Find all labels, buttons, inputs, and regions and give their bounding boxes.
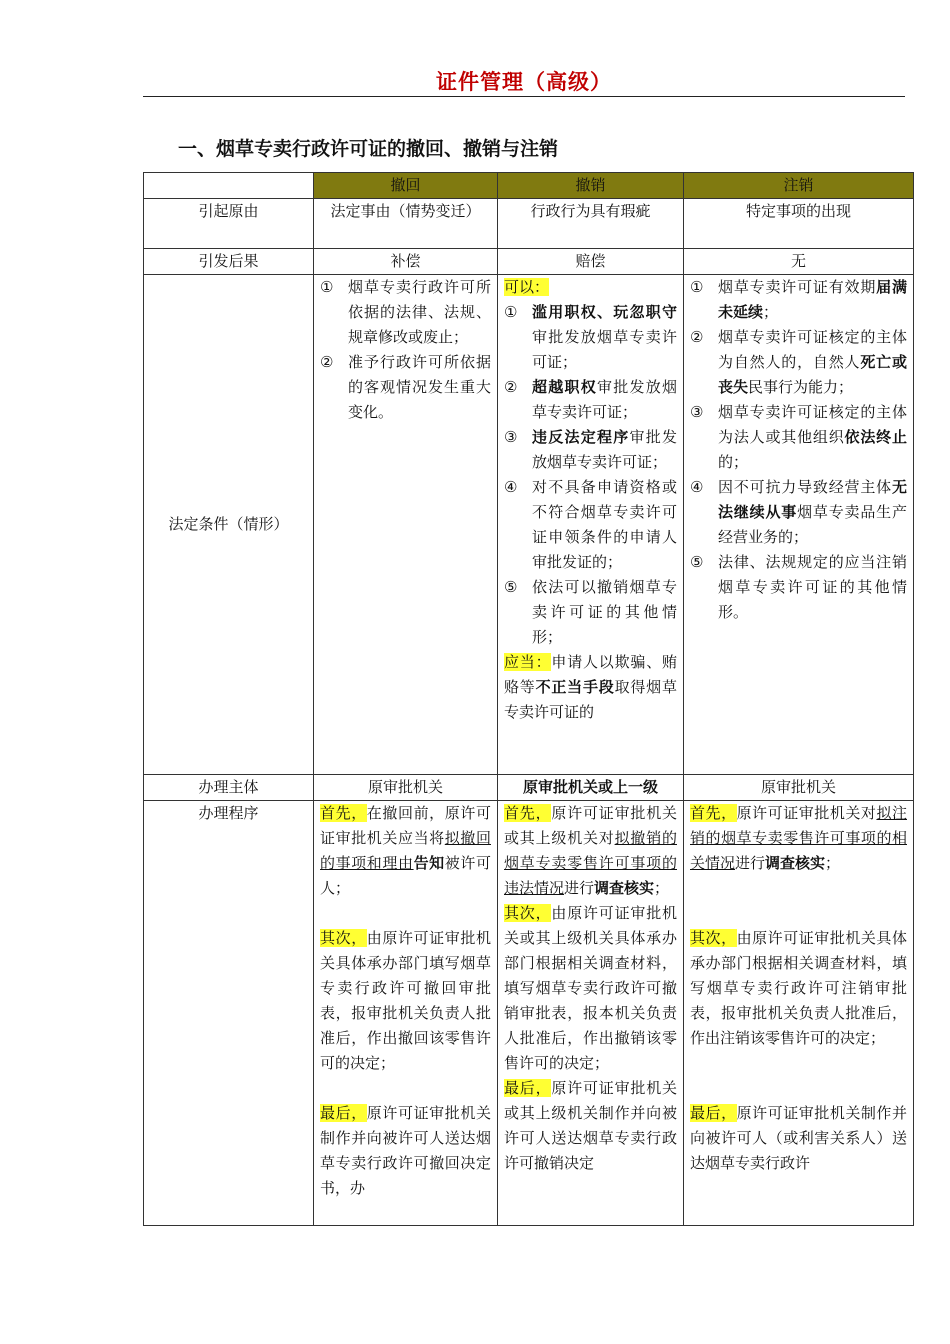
table-row-handler	[144, 775, 914, 801]
column-header-revoke: 撤销	[498, 173, 684, 199]
procedure-step-second: 其次，由原许可证审批机关具体承办部门填写烟草专卖行政许可撤回审批表，报审批机关负责人批准后，作出撤回该零售许可的决定；	[320, 929, 491, 1072]
row-label-handler: 办理主体	[144, 775, 314, 801]
section-title: 一、烟草专卖行政许可证的撤回、撤销与注销	[178, 138, 559, 160]
procedure-step-first: 首先，在撤回前，原许可证审批机关应当将拟撤回的事项和理由告知被许可人；	[320, 804, 491, 897]
procedure-step-second: 其次，由原许可证审批机关或其上级机关具体承办部门根据相关调查材料，填写烟草专卖行政许可撤销审批表，报本机关负责人批准后，作出撤销该零售许可的决定；	[504, 904, 677, 1072]
should-clause: 应当：申请人以欺骗、贿赂等不正当手段取得烟草专卖许可证的	[504, 653, 677, 721]
procedure-withdraw	[314, 801, 498, 1226]
handler-revoke: 原审批机关或上一级	[498, 775, 684, 801]
list-item: ① 滥用职权、玩忽职守审批发放烟草专卖许可证；	[504, 303, 677, 371]
table-row-conditions	[144, 275, 914, 775]
procedure-cancel	[684, 801, 914, 1226]
row-label-cause: 引起原由	[144, 199, 314, 249]
list-item: ⑤ 法律、法规规定的应当注销烟草专卖许可证的其他情形。	[690, 553, 907, 621]
consequence-cancel: 无	[684, 249, 914, 275]
list-item: ④ 对不具备申请资格或不符合烟草专卖许可证申领条件的申请人审批发证的；	[504, 478, 677, 571]
procedure-step-first: 首先，原许可证审批机关或其上级机关对拟撤销的烟草专卖零售许可事项的违法情况进行调查核实；	[504, 804, 677, 897]
list-item: ③ 违反法定程序审批发放烟草专卖许可证；	[504, 428, 677, 471]
list-item: ⑤ 依法可以撤销烟草专卖许可证的其他情形；	[504, 578, 677, 646]
list-item: ③ 烟草专卖许可证核定的主体为法人或其他组织依法终止的；	[690, 403, 907, 471]
document-header-title: 证件管理（高级）	[436, 69, 612, 94]
list-item: ② 烟草专卖许可证核定的主体为自然人的，自然人死亡或丧失民事行为能力；	[690, 328, 907, 396]
consequence-revoke: 赔偿	[498, 249, 684, 275]
license-comparison-table	[143, 172, 914, 1226]
list-item: ② 超越职权审批发放烟草专卖许可证；	[504, 378, 677, 421]
procedure-step-last: 最后，原许可证审批机关制作并向被许可人送达烟草专卖行政许可撤回决定书，办	[320, 1104, 491, 1197]
list-item: ① 烟草专卖许可证有效期届满未延续；	[690, 278, 907, 321]
conditions-cancel	[684, 275, 914, 775]
should-label: 应当：	[504, 653, 552, 671]
may-label: 可以：	[504, 278, 550, 296]
conditions-revoke	[498, 275, 684, 775]
cause-cancel: 特定事项的出现	[684, 199, 914, 249]
list-item: ④ 因不可抗力导致经营主体无法继续从事烟草专卖品生产经营业务的；	[690, 478, 907, 546]
cause-withdraw: 法定事由（情势变迁）	[314, 199, 498, 249]
table-row-cause	[144, 199, 914, 249]
procedure-revoke	[498, 801, 684, 1226]
row-label-conditions: 法定条件（情形）	[144, 275, 314, 775]
cause-revoke: 行政行为具有瑕疵	[498, 199, 684, 249]
header-empty-cell	[144, 173, 314, 199]
header-divider	[143, 96, 905, 97]
consequence-withdraw: 补偿	[314, 249, 498, 275]
table-row-consequence	[144, 249, 914, 275]
column-header-withdraw: 撤回	[314, 173, 498, 199]
column-header-cancel: 注销	[684, 173, 914, 199]
procedure-step-last: 最后，原许可证审批机关或其上级机关制作并向被许可人送达烟草专卖行政许可撤销决定	[504, 1079, 677, 1172]
procedure-step-last: 最后，原许可证审批机关制作并向被许可人（或利害关系人）送达烟草专卖行政许	[690, 1104, 907, 1172]
row-label-consequence: 引发后果	[144, 249, 314, 275]
list-item: ② 准予行政许可所依据的客观情况发生重大变化。	[320, 353, 491, 421]
table-header-row	[144, 173, 914, 199]
procedure-step-second: 其次，由原许可证审批机关具体承办部门根据相关调查材料，填写烟草专卖行政许可注销审批表，报审批机关负责人批准后，作出注销该零售许可的决定；	[690, 929, 907, 1047]
handler-cancel: 原审批机关	[684, 775, 914, 801]
conditions-withdraw	[314, 275, 498, 775]
procedure-step-first: 首先，原许可证审批机关对拟注销的烟草专卖零售许可事项的相关情况进行调查核实；	[690, 804, 907, 872]
table-row-procedure	[144, 801, 914, 1226]
row-label-procedure: 办理程序	[144, 801, 314, 1226]
handler-withdraw: 原审批机关	[314, 775, 498, 801]
list-item: ① 烟草专卖行政许可所依据的法律、法规、规章修改或废止；	[320, 278, 491, 346]
